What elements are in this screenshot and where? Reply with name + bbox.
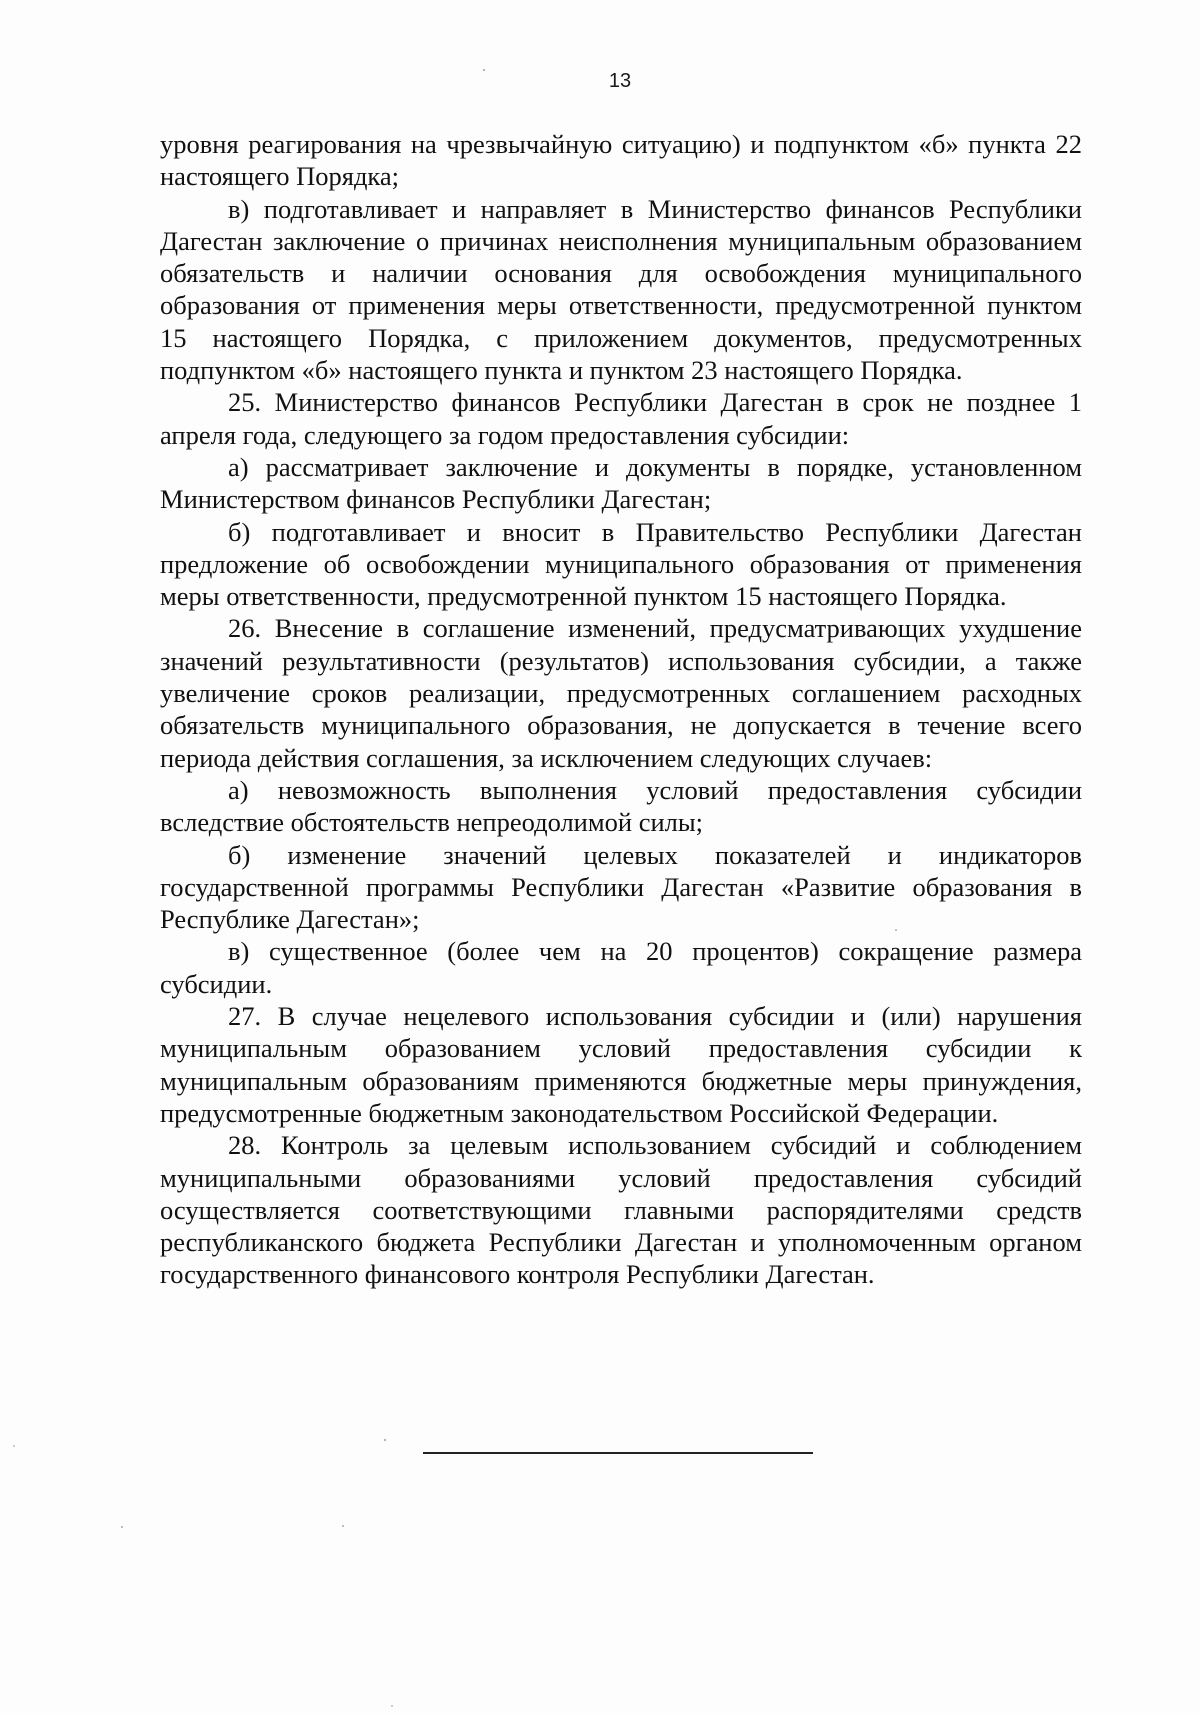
document-body — [160, 128, 1082, 1291]
paragraph-26: 26. Внесение в соглашение изменений, предусматривающих ухудшение значений результативности (результатов) использования субсидии, а также увеличение сроков реализации, предусмотренных соглашением расходных обязательств муниципального образования, не допускается в течение всего периода действия соглашения, за исключением следующих случаев: — [160, 613, 1082, 773]
paragraph-25a: а) рассматривает заключение и документы в порядке, установленном Министерством финансов Республики Дагестан; — [160, 451, 1082, 515]
paragraph-continuation: уровня реагирования на чрезвычайную ситуацию) и подпунктом «б» пункта 22 настоящего Порядка; — [160, 129, 1082, 192]
paragraph-24v: в) подготавливает и направляет в Министерство финансов Республики Дагестан заключение о причинах неисполнения муниципальным образованием обязательств и наличии основания для освобождения муниципального образования от применения меры ответственности, предусмотренной пунктом 15 настоящего Порядка, с приложением документов, предусмотренных подпунктом «б» настоящего пункта и пунктом 23 настоящего Порядка. — [160, 193, 1082, 386]
paragraph-28: 28. Контроль за целевым использованием субсидий и соблюдением муниципальными образованиями условий предоставления субсидий осуществляется соответствующими главными распорядителями средств республиканского бюджета Республики Дагестан и уполномоченным органом государственного финансового контроля Республики Дагестан. — [160, 1130, 1082, 1290]
page-number: 13 — [608, 70, 632, 92]
end-separator-line — [423, 1452, 813, 1454]
paragraph-25: 25. Министерство финансов Республики Дагестан в срок не позднее 1 апреля года, следующего за годом предоставления субсидии: — [160, 387, 1082, 450]
paragraph-26v: в) существенное (более чем на 20 процентов) сокращение размера субсидии. — [160, 936, 1082, 999]
paragraph-25b: б) подготавливает и вносит в Правительство Республики Дагестан предложение об освобождении муниципального образования от применения меры ответственности, предусмотренной пунктом 15 настоящего Порядка. — [160, 516, 1082, 612]
paragraph-26a: а) невозможность выполнения условий предоставления субсидии вследствие обстоятельств непреодолимой силы; — [160, 774, 1082, 838]
paragraph-27: 27. В случае нецелевого использования субсидии и (или) нарушения муниципальным образованием условий предоставления субсидии к муниципальным образованиям применяются бюджетные меры принуждения, предусмотренные бюджетным законодательством Российской Федерации. — [160, 1001, 1082, 1128]
paragraph-26b: б) изменение значений целевых показателей и индикаторов государственной программы Республики Дагестан «Развитие образования в Республике Дагестан»; — [160, 839, 1082, 935]
